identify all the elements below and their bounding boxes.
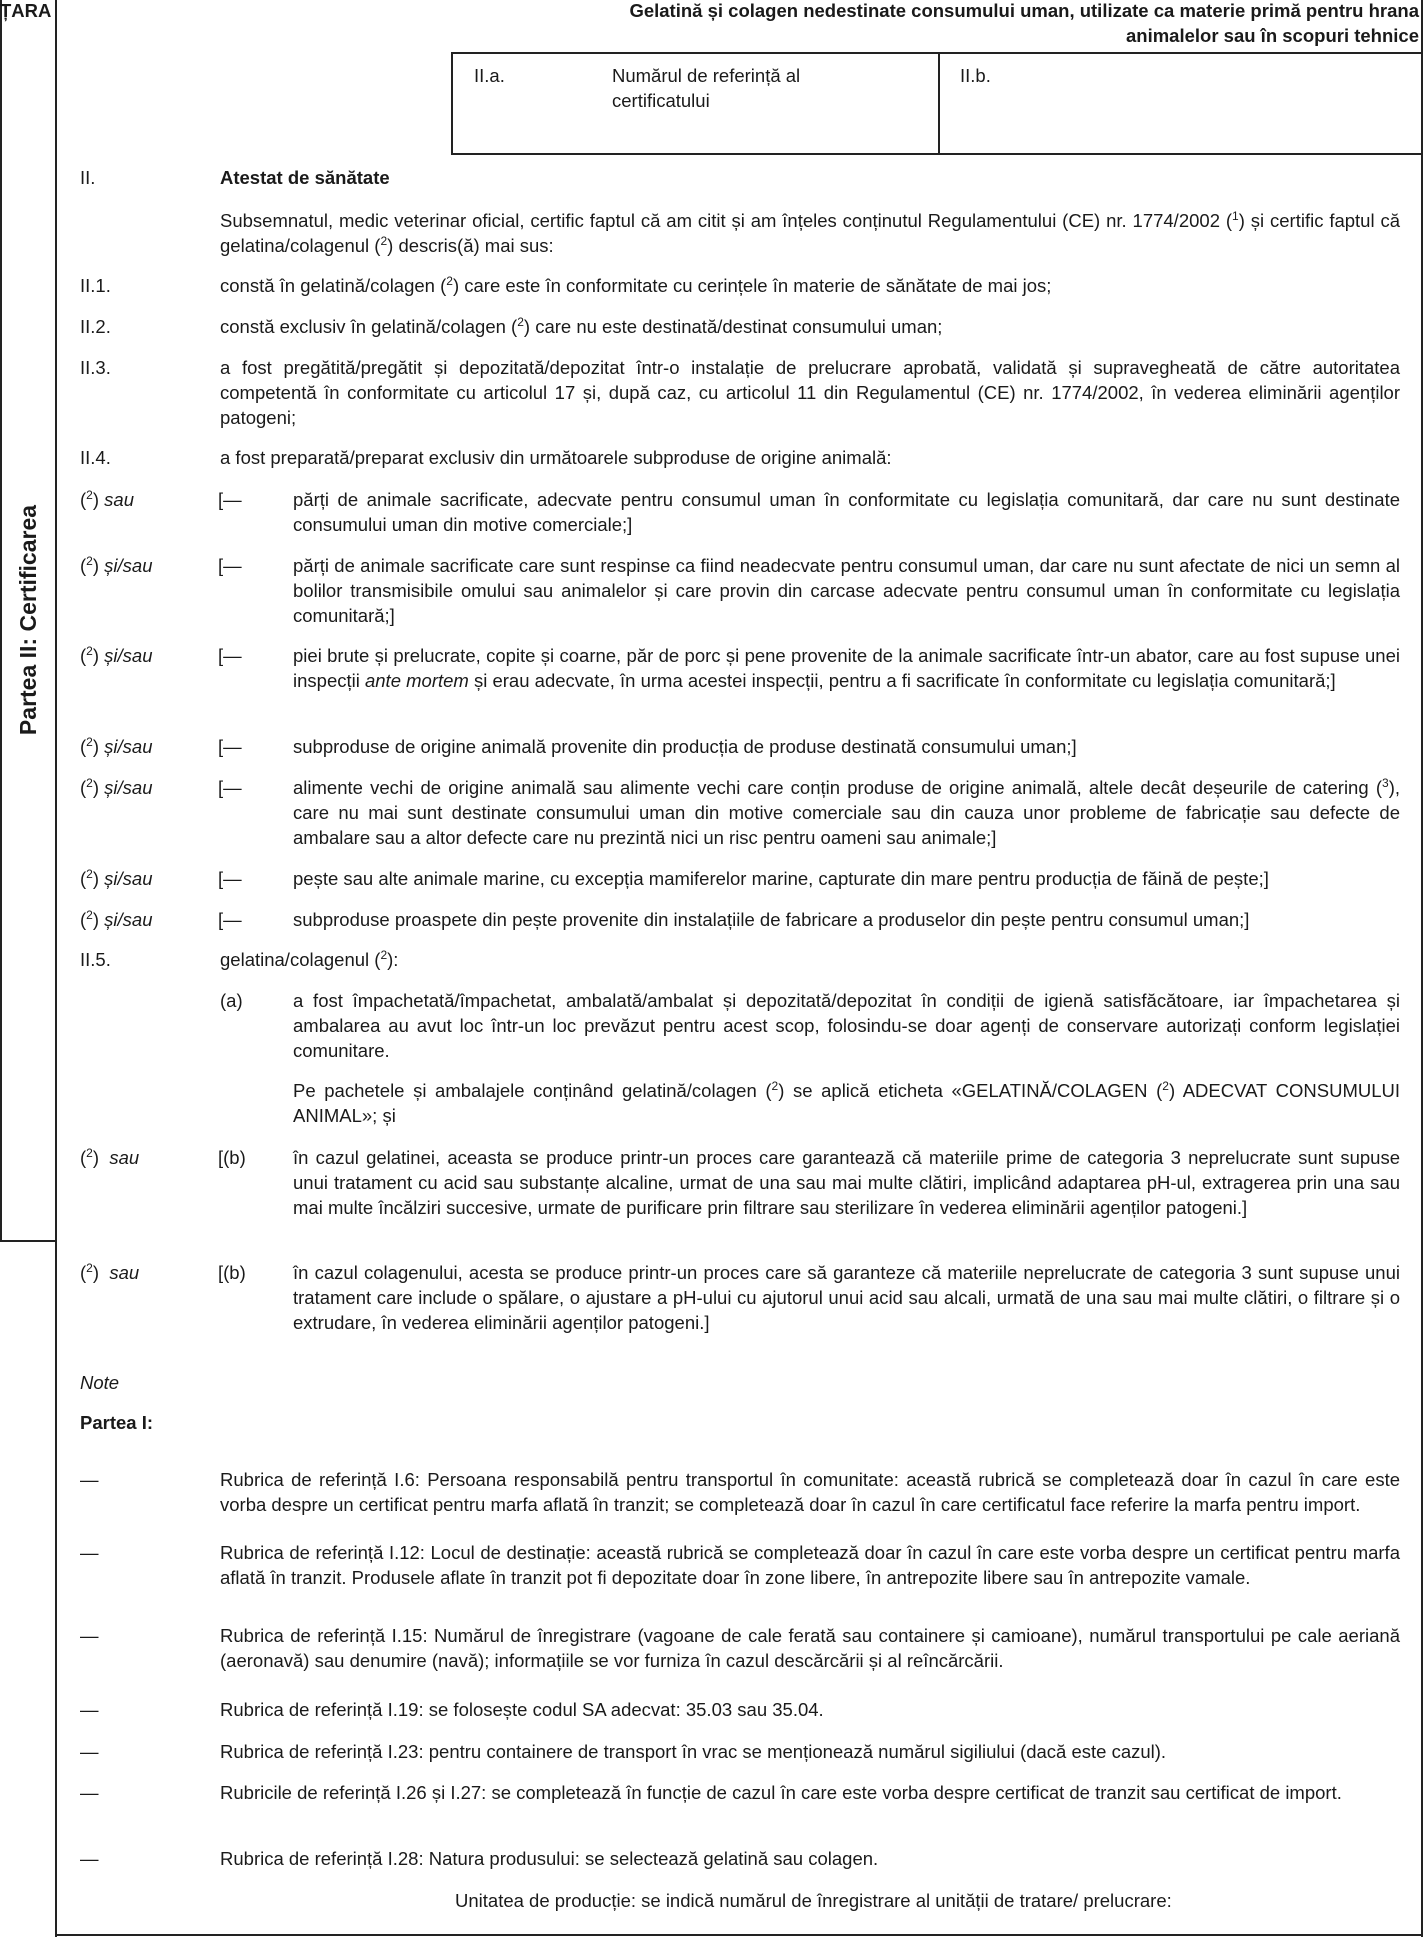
footnote-ref: 1	[1232, 208, 1239, 223]
option-word: și/sau	[104, 777, 153, 798]
note-dash: —	[80, 1741, 99, 1762]
ref-a-label	[612, 63, 800, 113]
notes-part-label: Partea I:	[80, 1412, 154, 1433]
footnote-ref: 2	[380, 233, 388, 248]
option-bracket: [—	[218, 489, 242, 510]
note-dash: —	[80, 1625, 99, 1646]
point-text-b: ) care este în conformitate cu cerințele în materie de sănătate de mai jos;	[452, 275, 1052, 296]
sub-text: în cazul colagenului, acesta se produce printr-un proces care să garanteze că materiile neprelucrate de categoria 3 sunt supuse unui tratament care include o spălare, o ajustare a pH-ului cu ajutorul unui acid sau alcali, urmată de una sau mai multe clătiri, o filtrare și o extrudare, în vederea eliminării agenților patogeni.]	[293, 1262, 1400, 1333]
option-marker: ($^2$) sau	[80, 1145, 140, 1168]
side-label-bottom-border	[0, 1240, 57, 1242]
footnote-ref: 2	[517, 314, 524, 329]
option-marker: ($^2$) și/sau	[80, 734, 153, 757]
note-dash: —	[80, 1848, 99, 1869]
note-dash: —	[80, 1699, 99, 1720]
footnote-ref: 2	[86, 553, 93, 568]
point-text	[220, 314, 1400, 339]
ref-box-divider	[938, 52, 940, 155]
sub-code: [(b)	[218, 1147, 246, 1168]
sub-text: a fost împachetată/împachetat, ambalată/ambalat și depozitată/depozitat în condiții de igienă satisfăcătoare, iar împachetarea și ambalarea au avut loc într-un loc prevăzut pentru acest scop, folosindu-se doar agenți de conservare autorizați conform legislației comunitare.	[293, 990, 1400, 1061]
note-dash: —	[80, 1782, 99, 1803]
option-marker: ($^2$) și/sau	[80, 907, 153, 930]
option-text-a: alimente vechi de origine animală sau alimente vechi care conțin produse de origine animală, altele decât deșeurile de catering (	[293, 777, 1382, 798]
point-text-a: constă exclusiv în gelatină/colagen (	[220, 316, 518, 337]
option-text-b: ), care nu mai sunt destinate consumului uman din motive comerciale sau din cauza unor probleme de fabricație sau defecte de ambalare sau a altor defecte care nu prezintă nici un risc pentru oameni sau animale;]	[293, 777, 1400, 848]
point-text	[220, 947, 398, 972]
option-bracket: [—	[218, 736, 242, 757]
option-marker: ($^2$) și/sau	[80, 866, 153, 889]
option-marker: ($^2$) și/sau	[80, 775, 153, 798]
certificate-title	[419, 0, 1419, 48]
option-word: sau	[104, 489, 134, 510]
option-text-b: și erau adecvate, în urma acestei inspecții, pentru a fi sacrificate în conformitate cu legislația comunitară;]	[468, 670, 1336, 691]
page-bottom-border	[55, 1934, 1423, 1936]
ref-box-bottom-border	[451, 153, 1423, 155]
option-word: sau	[109, 1262, 140, 1283]
option-marker: ($^2$) și/sau	[80, 643, 153, 666]
ref-box-left-border	[451, 52, 453, 155]
note-text: Rubrica de referință I.12: Locul de destinație: această rubrică se completează doar în cazul în care este vorba despre un certificat pentru marfa aflată în tranzit. Produsele aflate în tranzit pot fi depozitate doar în zone libere, în antrepozite libere sau în antrepozite vamale.	[220, 1542, 1400, 1588]
point-text-b: ) care nu este destinată/destinat consumului uman;	[523, 316, 943, 337]
footnote-ref: 2	[771, 1078, 779, 1093]
section-intro	[220, 208, 1400, 258]
point-text	[220, 273, 1400, 298]
footnote-ref: 2	[86, 1145, 93, 1160]
note-text: Rubrica de referință I.28: Natura produsului: se selectează gelatină sau colagen.	[220, 1848, 879, 1869]
option-word: și/sau	[104, 868, 153, 889]
footnote-ref: 2	[446, 273, 453, 288]
footnote-ref: 2	[86, 643, 93, 658]
footnote-ref: 2	[86, 1260, 93, 1275]
option-marker: ($^2$) și/sau	[80, 553, 153, 576]
point-code: II.4.	[80, 447, 111, 468]
intro-part-a: Subsemnatul, medic veterinar oficial, certific faptul că am citit și am înțeles conținutul Regulamentului (CE) nr. 1774/2002 (	[220, 210, 1233, 231]
note-dash: —	[80, 1542, 99, 1563]
country-label: ȚARA	[0, 0, 52, 21]
option-bracket: [—	[218, 868, 242, 889]
footnote-ref: 2	[86, 775, 93, 790]
side-label-text: Partea II: Certificarea	[15, 504, 41, 736]
option-word: sau	[109, 1147, 140, 1168]
sub-text-c: ) ADECVAT CONSUMULUI ANIMAL»; și	[293, 1080, 1400, 1126]
point-text: a fost pregătită/pregătit și depozitată/depozitat într-o instalație de prelucrare aprobată, validată și supravegheată de către autoritatea competentă în conformitate cu articolul 17 și, după caz, cu articolul 11 din Regulamentul (CE) nr. 1774/2002, în vederea eliminării agenților patogeni;	[220, 357, 1400, 428]
option-text	[293, 775, 1400, 850]
certificate-title-line2: animalelor sau în scopuri tehnice	[1125, 25, 1419, 46]
footnote-ref: 2	[380, 947, 388, 962]
ref-a-label-line2: certificatului	[612, 90, 710, 111]
note-text: Rubrica de referință I.15: Numărul de înregistrare (vagoane de cale ferată sau containere și camioane), numărul transportului pe cale aeriană (aeronavă) sau denumire (navă); informațiile se vor furniza în cazul descărcării și al reîncărcării.	[220, 1625, 1400, 1671]
intro-part-c: ) descris(ă) mai sus:	[387, 235, 554, 256]
ref-a-code: II.a.	[474, 65, 505, 86]
footnote-ref: 2	[86, 734, 93, 749]
option-bracket: [—	[218, 909, 242, 930]
option-text: subproduse de origine animală provenite din producția de produse destinată consumului uman;]	[293, 736, 1077, 757]
footnote-ref: 3	[1382, 775, 1389, 790]
note-last-line: Unitatea de producție: se indică numărul de înregistrare al unității de tratare/ prelucrare:	[455, 1890, 1172, 1911]
point-code: II.5.	[80, 949, 111, 970]
point-code: II.3.	[80, 357, 111, 378]
point-code: II.2.	[80, 316, 111, 337]
point-text-a: constă în gelatină/colagen (	[220, 275, 447, 296]
ref-box-top-border	[451, 52, 1423, 54]
note-text: Rubrica de referință I.6: Persoana responsabilă pentru transportul în comunitate: această rubrică se completează doar în cazul în care este vorba despre un certificat pentru marfa aflată în tranzit; se completează doar în cazul în care certificatul face referire la marfa pentru import.	[220, 1469, 1400, 1515]
sub-text	[293, 1078, 1400, 1128]
point-text: a fost preparată/preparat exclusiv din următoarele subproduse de origine animală:	[220, 447, 892, 468]
option-bracket: [—	[218, 777, 242, 798]
note-text: Rubrica de referință I.19: se folosește codul SA adecvat: 35.03 sau 35.04.	[220, 1699, 824, 1720]
option-bracket: [—	[218, 645, 242, 666]
option-text: părți de animale sacrificate, adecvate pentru consumul uman în conformitate cu legislația comunitară, dar care nu sunt destinate consumului uman din motive comerciale;]	[293, 489, 1400, 535]
sub-code: (a)	[220, 990, 243, 1011]
sub-text-b: ) se aplică eticheta «GELATINĂ/COLAGEN (	[778, 1080, 1163, 1101]
option-bracket: [—	[218, 555, 242, 576]
point-text-b: ):	[387, 949, 399, 970]
note-text: Rubricile de referință I.26 și I.27: se completează în funcție de cazul în care este vorba despre certificat de tranzit sau certificat de import.	[220, 1782, 1342, 1803]
point-text-a: gelatina/colagenul (	[220, 949, 381, 970]
sub-text-a: Pe pachetele și ambalajele conținând gelatină/colagen (	[293, 1080, 772, 1101]
ref-a-label-line1: Numărul de referință al	[612, 65, 801, 86]
certificate-title-line1: Gelatină și colagen nedestinate consumului uman, utilizate ca materie primă pentru hrana	[629, 0, 1419, 21]
option-text: pește sau alte animale marine, cu excepția mamiferelor marine, capturate din mare pentru producția de făină de pește;]	[293, 868, 1269, 889]
footnote-ref: 2	[1162, 1078, 1169, 1093]
footnote-ref: 2	[86, 866, 93, 881]
option-word: și/sau	[104, 555, 153, 576]
section-title: Atestat de sănătate	[220, 167, 390, 188]
option-marker: ($^2$) sau	[80, 1260, 140, 1283]
footnote-ref: 2	[86, 907, 93, 922]
option-text	[293, 643, 1400, 693]
option-marker: ($^2$) sau	[80, 487, 134, 510]
option-word: și/sau	[104, 736, 153, 757]
note-text: Rubrica de referință I.23: pentru containere de transport în vrac se menționează numărul sigiliului (dacă este cazul).	[220, 1741, 1167, 1762]
option-word: și/sau	[104, 645, 153, 666]
option-word: și/sau	[104, 909, 153, 930]
section-code: II.	[80, 167, 96, 188]
option-text: subproduse proaspete din pește provenite din instalațiile de fabricare a produselor din pește pentru consumul uman;]	[293, 909, 1250, 930]
notes-title: Note	[80, 1372, 120, 1393]
footnote-ref: 2	[86, 487, 93, 502]
sub-code: [(b)	[218, 1262, 246, 1283]
intro-part-b: ) și certific faptul că gelatina/colagenul (	[220, 210, 1400, 256]
ref-b-code: II.b.	[960, 65, 991, 86]
sub-text: în cazul gelatinei, aceasta se produce printr-un proces care garantează că materiile prime de categoria 3 neprelucrate sunt supuse unui tratament cu acid sau substanțe alcaline, urmat de una sau mai multe clătiri, implicând adaptarea pH-ul, extragerea prin una sau mai multe încălziri succesive, urmate de purificare prin filtrare sau sterilizare în vederea eliminării agenților patogeni.]	[293, 1147, 1400, 1218]
option-text-a: piei brute și prelucrate, copite și coarne, păr de porc și pene provenite de la animale sacrificate într-un abator, care au fost supuse unei inspecții	[293, 645, 1400, 691]
note-dash: —	[80, 1469, 99, 1490]
option-text: părți de animale sacrificate care sunt respinse ca fiind neadecvate pentru consumul uman, dar care nu sunt afectate de nici un semn al bolilor transmisibile omului sau animalelor și care provin din carcase adecvate pentru consumul uman în conformitate cu legislația comunitară;]	[293, 555, 1400, 626]
option-text-italic: ante mortem	[364, 670, 469, 691]
point-code: II.1.	[80, 275, 111, 296]
